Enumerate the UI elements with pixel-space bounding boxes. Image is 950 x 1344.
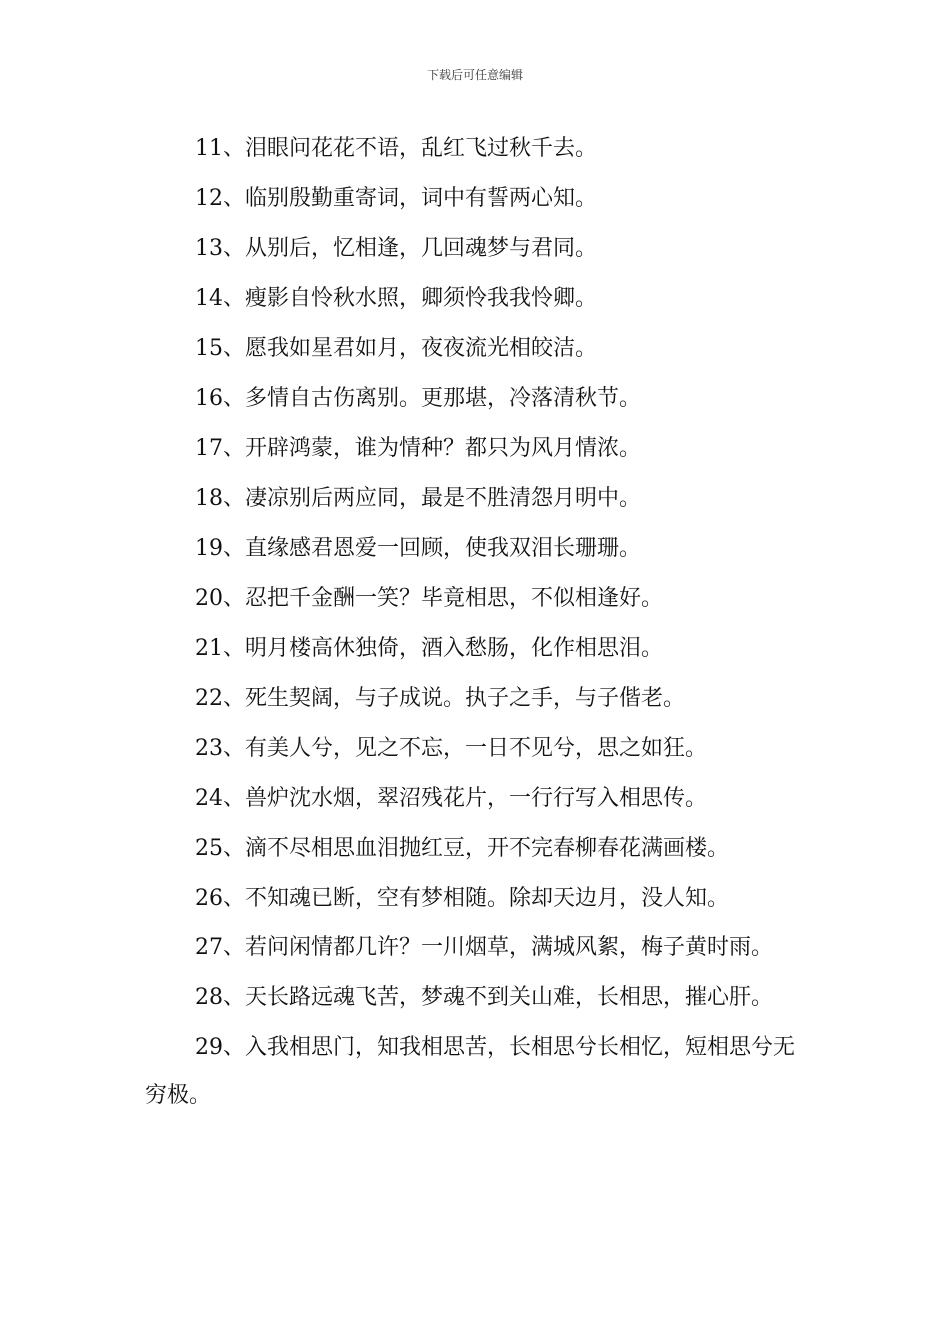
poem-line-25: 25、滴不尽相思血泪抛红豆，开不完春柳春花满画楼。 [195, 836, 729, 861]
poem-line-23: 23、有美人兮，见之不忘，一日不见兮，思之如狂。 [195, 736, 707, 761]
poem-list [145, 124, 810, 1122]
poem-line-17: 17、开辟鸿蒙，谁为情种？都只为风月情浓。 [195, 436, 641, 461]
poem-line-18: 18、凄凉别后两应同，最是不胜清怨月明中。 [195, 486, 641, 511]
poem-line-11: 11、泪眼问花花不语，乱红飞过秋千去。 [195, 136, 597, 161]
poem-line-20: 20、忍把千金酬一笑？毕竟相思，不似相逢好。 [195, 586, 663, 611]
poem-line-21: 21、明月楼高休独倚，酒入愁肠，化作相思泪。 [195, 636, 663, 661]
poem-line-14: 14、瘦影自怜秋水照，卿须怜我我怜卿。 [195, 286, 597, 311]
poem-line-22: 22、死生契阔，与子成说。执子之手，与子偕老。 [195, 686, 685, 711]
poem-line-13: 13、从别后，忆相逢，几回魂梦与君同。 [195, 236, 597, 261]
poem-line-15: 15、愿我如星君如月，夜夜流光相皎洁。 [195, 336, 597, 361]
poem-line-26: 26、不知魂已断，空有梦相随。除却天边月，没人知。 [195, 886, 729, 911]
poem-line-19: 19、直缘感君恩爱一回顾，使我双泪长珊珊。 [195, 536, 641, 561]
poem-line-24: 24、兽炉沈水烟，翠沼残花片，一行行写入相思传。 [195, 786, 707, 811]
poem-line-16: 16、多情自古伤离别。更那堪，冷落清秋节。 [195, 386, 641, 411]
page-header-note: 下载后可任意编辑 [426, 68, 523, 82]
poem-line-12: 12、临别殷勤重寄词，词中有誓两心知。 [195, 186, 597, 211]
poem-line-27: 27、若问闲情都几许？一川烟草，满城风絮，梅子黄时雨。 [195, 935, 773, 960]
poem-line-29: 29、入我相思门，知我相思苦，长相思兮长相忆，短相思兮无穷极。 [145, 1035, 795, 1108]
poem-line-28: 28、天长路远魂飞苦，梦魂不到关山难，长相思，摧心肝。 [195, 985, 773, 1010]
